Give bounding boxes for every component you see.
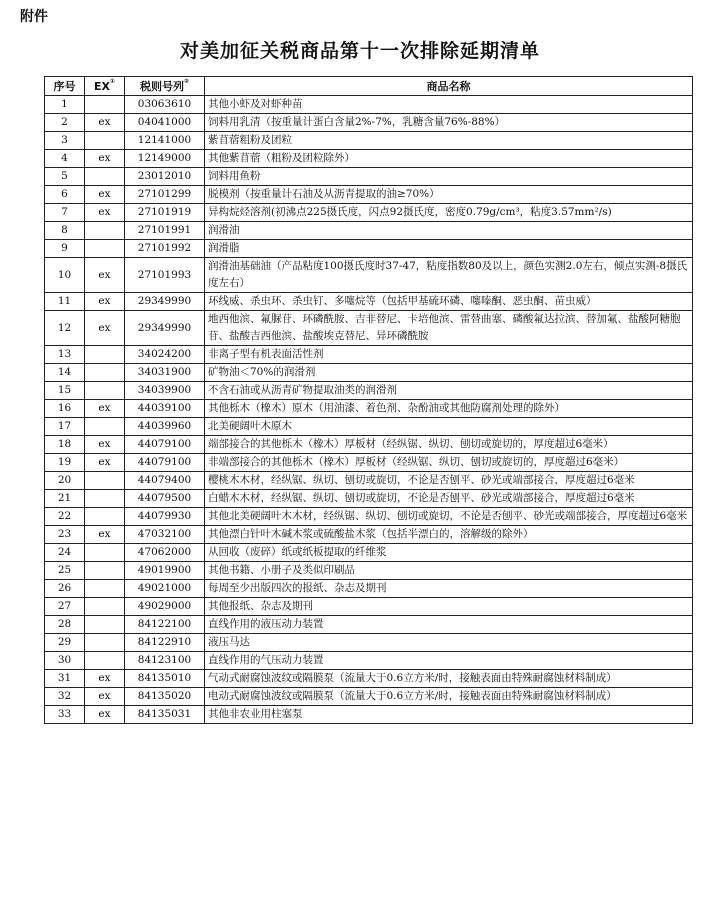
row-ex-flag [85,490,125,508]
row-tariff-code: 44079930 [125,508,205,526]
attachment-label: 附件 [20,9,48,25]
row-tariff-code: 29349990 [125,311,205,346]
row-product-name: 非端部接合的其他栎木（橡木）厚板材（经纵锯、纵切、刨切或旋切的，厚度超过6毫米） [205,454,693,472]
row-ex-flag: ex [85,114,125,132]
row-number: 8 [45,222,85,240]
page-title: 对美加征关税商品第十一次排除延期清单 [179,40,540,62]
row-product-name: 其他书籍、小册子及类似印刷品 [205,562,693,580]
table-row [45,293,693,311]
row-tariff-code: 84135031 [125,706,205,724]
row-number: 2 [45,114,85,132]
row-ex-flag [85,168,125,186]
row-number: 10 [45,258,85,293]
row-product-name: 直线作用的气压动力装置 [205,652,693,670]
row-number: 27 [45,598,85,616]
row-product-name: 地西他滨、氟脲苷、环磷酰胺、吉非替尼、卡培他滨、雷替曲塞、磷酸氟达拉滨、替加氟、盐酸阿糖胞苷、盐酸吉西他滨、盐酸埃克替尼、异环磷酰胺 [205,311,693,346]
col-header-name: 商品名称 [205,77,693,96]
row-tariff-code: 12141000 [125,132,205,150]
row-ex-flag: ex [85,186,125,204]
row-product-name: 每周至少出版四次的报纸、杂志及期刊 [205,580,693,598]
table-row [45,222,693,240]
row-number: 5 [45,168,85,186]
row-ex-flag [85,132,125,150]
table-row [45,150,693,168]
row-product-name: 樱桃木木材，经纵锯、纵切、刨切或旋切，不论是否刨平、砂光或端部接合，厚度超过6毫米 [205,472,693,490]
row-product-name: 其他非农业用柱塞泵 [205,706,693,724]
row-number: 33 [45,706,85,724]
row-tariff-code: 84135010 [125,670,205,688]
row-tariff-code: 12149000 [125,150,205,168]
row-tariff-code: 84122910 [125,634,205,652]
row-number: 18 [45,436,85,454]
row-ex-flag [85,472,125,490]
row-tariff-code: 84135020 [125,688,205,706]
table-body [45,96,693,724]
row-product-name: 矿物油＜70%的润滑剂 [205,364,693,382]
table-row [45,204,693,222]
exclusion-list-table [44,76,693,724]
table-row [45,508,693,526]
row-product-name: 电动式耐腐蚀波纹或隔膜泵（流量大于0.6立方米/时，接触表面由特殊耐腐蚀材料制成） [205,688,693,706]
row-product-name: 从回收（废碎）纸或纸板提取的纤维浆 [205,544,693,562]
row-ex-flag: ex [85,670,125,688]
table-row [45,258,693,293]
row-number: 1 [45,96,85,114]
row-tariff-code: 84122100 [125,616,205,634]
row-tariff-code: 04041000 [125,114,205,132]
row-ex-flag [85,222,125,240]
row-ex-flag: ex [85,454,125,472]
row-tariff-code: 44039100 [125,400,205,418]
row-ex-flag [85,508,125,526]
row-number: 26 [45,580,85,598]
row-tariff-code: 44079100 [125,454,205,472]
table-row [45,490,693,508]
row-ex-flag [85,240,125,258]
footnote-marker-2: ② [183,77,190,85]
row-product-name: 饲料用乳清（按重量计蛋白含量2%-7%，乳糖含量76%-88%） [205,114,693,132]
row-number: 3 [45,132,85,150]
row-tariff-code: 47062000 [125,544,205,562]
row-ex-flag: ex [85,436,125,454]
row-ex-flag: ex [85,293,125,311]
row-number: 25 [45,562,85,580]
table-row [45,96,693,114]
row-product-name: 其他漂白针叶木碱木浆或硫酸盐木浆（包括半漂白的，溶解级的除外） [205,526,693,544]
row-ex-flag [85,598,125,616]
table-row [45,706,693,724]
row-ex-flag [85,346,125,364]
row-tariff-code: 84123100 [125,652,205,670]
table-row [45,168,693,186]
row-ex-flag [85,418,125,436]
row-product-name: 非离子型有机表面活性剂 [205,346,693,364]
table-row [45,544,693,562]
row-number: 28 [45,616,85,634]
col-header-ex [85,77,125,96]
table-row [45,186,693,204]
row-number: 23 [45,526,85,544]
row-product-name: 直线作用的液压动力装置 [205,616,693,634]
row-tariff-code: 27101299 [125,186,205,204]
table-row [45,454,693,472]
table-row [45,400,693,418]
row-number: 17 [45,418,85,436]
row-product-name: 环线威、杀虫环、杀虫钉、多噻烷等（包括甲基硫环磷、噻嗪酮、恶虫酮、苗虫威） [205,293,693,311]
row-number: 19 [45,454,85,472]
row-number: 24 [45,544,85,562]
row-number: 12 [45,311,85,346]
row-number: 29 [45,634,85,652]
row-number: 20 [45,472,85,490]
col-header-code [125,77,205,96]
table-row [45,688,693,706]
table-row [45,132,693,150]
row-product-name: 其他报纸、杂志及期刊 [205,598,693,616]
table-row [45,670,693,688]
row-ex-flag [85,616,125,634]
row-number: 31 [45,670,85,688]
row-ex-flag: ex [85,706,125,724]
row-product-name: 端部接合的其他栎木（橡木）厚板材（经纵锯、纵切、刨切或旋切的，厚度超过6毫米） [205,436,693,454]
table-row [45,346,693,364]
table-row [45,364,693,382]
table-header-row [45,77,693,96]
row-ex-flag [85,634,125,652]
row-tariff-code: 03063610 [125,96,205,114]
table-row [45,526,693,544]
table-row [45,634,693,652]
col-header-ex-label: EX [93,79,110,93]
row-product-name: 润滑油 [205,222,693,240]
table-row [45,652,693,670]
row-tariff-code: 44079400 [125,472,205,490]
row-product-name: 液压马达 [205,634,693,652]
row-tariff-code: 44079500 [125,490,205,508]
table-row [45,418,693,436]
row-tariff-code: 44079100 [125,436,205,454]
row-product-name: 润滑脂 [205,240,693,258]
table-row [45,436,693,454]
row-number: 4 [45,150,85,168]
row-number: 21 [45,490,85,508]
row-product-name: 其他紫苜蓿（粗粉及团粒除外） [205,150,693,168]
row-product-name: 饲料用鱼粉 [205,168,693,186]
row-tariff-code: 47032100 [125,526,205,544]
row-ex-flag: ex [85,688,125,706]
row-ex-flag [85,364,125,382]
row-ex-flag: ex [85,400,125,418]
row-product-name: 不含石油或从沥青矿物提取油类的润滑剂 [205,382,693,400]
row-number: 15 [45,382,85,400]
row-ex-flag [85,652,125,670]
row-product-name: 其他栎木（橡木）原木（用油漆、着色剂、杂酚油或其他防腐剂处理的除外） [205,400,693,418]
col-header-code-label: 税则号列 [139,79,184,93]
row-tariff-code: 44039960 [125,418,205,436]
row-product-name: 气动式耐腐蚀波纹或隔膜泵（流量大于0.6立方米/时，接触表面由特殊耐腐蚀材料制成） [205,670,693,688]
row-number: 7 [45,204,85,222]
row-tariff-code: 34031900 [125,364,205,382]
row-number: 13 [45,346,85,364]
row-number: 32 [45,688,85,706]
row-ex-flag: ex [85,204,125,222]
row-product-name: 白蜡木木材，经纵锯、纵切、刨切或旋切，不论是否刨平、砂光或端部接合，厚度超过6毫米 [205,490,693,508]
row-ex-flag [85,580,125,598]
row-number: 6 [45,186,85,204]
row-tariff-code: 49019900 [125,562,205,580]
row-tariff-code: 27101919 [125,204,205,222]
row-ex-flag: ex [85,311,125,346]
row-ex-flag [85,382,125,400]
row-number: 11 [45,293,85,311]
table-row [45,382,693,400]
table-row [45,472,693,490]
row-tariff-code: 49029000 [125,598,205,616]
row-product-name: 北美硬阔叶木原木 [205,418,693,436]
table-row [45,240,693,258]
row-ex-flag [85,96,125,114]
row-tariff-code: 27101992 [125,240,205,258]
row-tariff-code: 29349990 [125,293,205,311]
row-tariff-code: 27101991 [125,222,205,240]
col-header-no: 序号 [45,77,85,96]
row-product-name: 异构烷烃溶剂(初沸点225摄氏度，闪点92摄氏度，密度0.79g/cm³，粘度3.57mm²/s) [205,204,693,222]
row-product-name: 其他小虾及对虾种苗 [205,96,693,114]
row-number: 9 [45,240,85,258]
table-row [45,311,693,346]
row-ex-flag [85,544,125,562]
row-number: 14 [45,364,85,382]
table-row [45,616,693,634]
row-tariff-code: 49021000 [125,580,205,598]
row-product-name: 紫苜蓿粗粉及团粒 [205,132,693,150]
table-row [45,598,693,616]
row-tariff-code: 34024200 [125,346,205,364]
footnote-marker-1: ① [109,77,116,85]
row-tariff-code: 23012010 [125,168,205,186]
row-ex-flag: ex [85,526,125,544]
row-number: 16 [45,400,85,418]
row-tariff-code: 27101993 [125,258,205,293]
table-row [45,580,693,598]
row-ex-flag [85,562,125,580]
row-product-name: 脱模剂（按重量计石油及从沥青提取的油≥70%） [205,186,693,204]
row-tariff-code: 34039900 [125,382,205,400]
table-row [45,114,693,132]
row-number: 30 [45,652,85,670]
row-product-name: 润滑油基础油（产品粘度100摄氏度时37-47，粘度指数80及以上，颜色实测2.0左右，倾点实测-8摄氏度左右） [205,258,693,293]
table-row [45,562,693,580]
row-ex-flag: ex [85,258,125,293]
row-product-name: 其他北美硬阔叶木木材，经纵锯、纵切、刨切或旋切，不论是否刨平、砂光或端部接合，厚度超过6毫米 [205,508,693,526]
row-number: 22 [45,508,85,526]
row-ex-flag: ex [85,150,125,168]
